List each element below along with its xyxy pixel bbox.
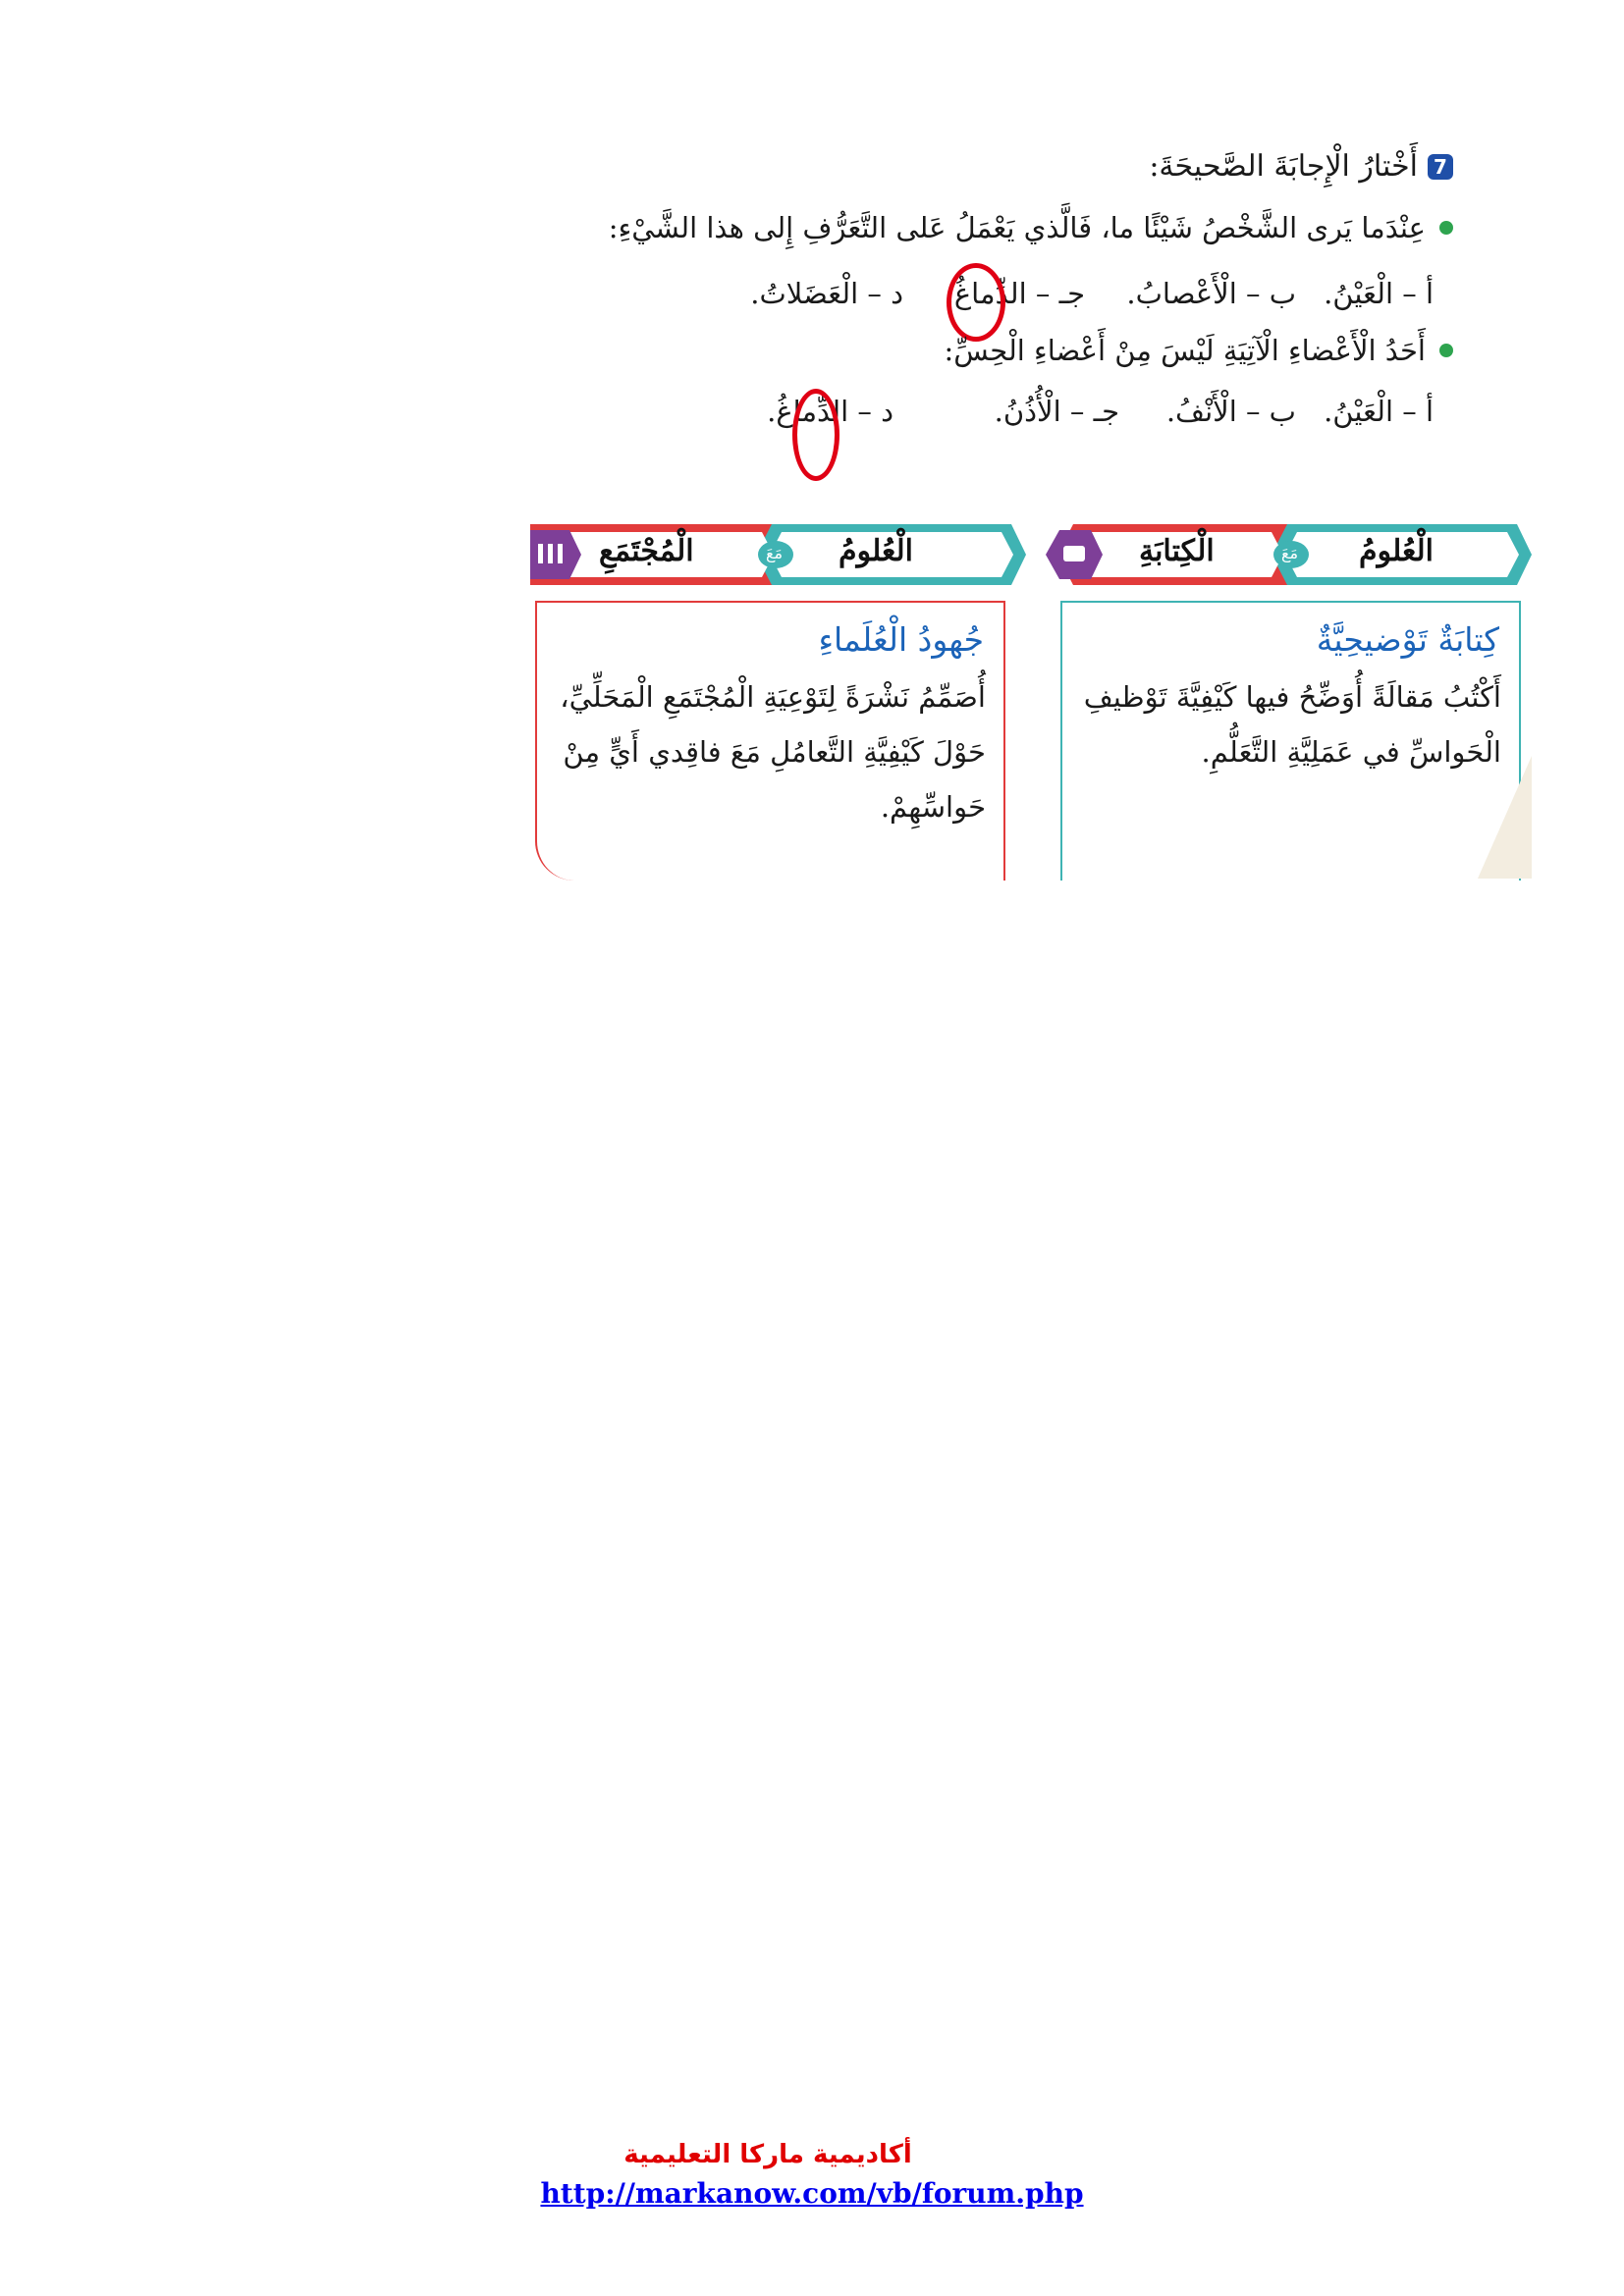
- footer-academy-name: أكاديمية ماركا التعليمية: [623, 2140, 912, 2169]
- banner-label-science: الْعُلومُ: [839, 534, 913, 568]
- question-title-text: أَخْتارُ الْإِجابَةَ الصَّحيحَةَ:: [1149, 149, 1418, 184]
- page-curl-decoration: [1478, 756, 1532, 879]
- answer-circle-mark: [792, 389, 839, 481]
- q2-option-d: د – الدِّماغُ.: [767, 395, 893, 428]
- card-science-society: [530, 510, 1016, 879]
- bullet-icon: [1439, 344, 1453, 357]
- q1-option-c: جـ – الدِّماغُ.: [945, 277, 1085, 310]
- card-body-writing: [1060, 601, 1521, 881]
- q1-option-d: د – الْعَضَلاتُ.: [750, 277, 903, 310]
- q2-option-a: أ – الْعَيْنُ.: [1324, 395, 1434, 428]
- card-line: حَوْلَ كَيْفِيَّةِ التَّعامُلِ مَعَ فاقِدي أَيٍّ مِنْ: [563, 735, 986, 769]
- card-title-society: جُهودُ الْعُلَماءِ: [818, 620, 984, 659]
- footer: [0, 2140, 1624, 2210]
- banner-label-science: الْعُلومُ: [1359, 534, 1434, 568]
- banner-label-with: مَعَ: [766, 544, 784, 562]
- answer-circle-mark: [947, 263, 1005, 342]
- q2-option-b: ب – الْأَنْفُ.: [1165, 395, 1296, 428]
- card-text-writing: [1084, 669, 1501, 779]
- card-line: أُصَمِّمُ نَشْرَةً لِتَوْعِيَةِ الْمُجْتَمَعِ الْمَحَلِّيِّ،: [560, 680, 986, 714]
- bullet-icon: [1439, 221, 1453, 235]
- banner-label-writing: الْكِتابَةِ: [1139, 534, 1215, 568]
- card-text-society: [560, 669, 986, 834]
- q2-option-c: جـ – الْأُذُنُ.: [994, 395, 1119, 428]
- cards-row: [530, 510, 1537, 879]
- card-title-writing: كِتابَةٌ تَوْضيحِيَّةٌ: [1316, 620, 1499, 659]
- q1-option-a: أ – الْعَيْنُ.: [1324, 277, 1434, 310]
- question-1-text: عِنْدَما يَرى الشَّخْصُ شَيْئًا ما، فَالَّذي يَعْمَلُ عَلى التَّعَرُّفِ إِلى هذا الشَّيْءِ:: [608, 211, 1426, 244]
- question-title: [1149, 149, 1453, 184]
- card-line: أَكْتُبُ مَقالَةً أُوَضِّحُ فيها كَيْفِيَّةَ تَوْظيفِ: [1083, 680, 1501, 714]
- banner-label-with: مَعَ: [1281, 544, 1299, 562]
- question-2-text: أَحَدُ الْأَعْضاءِ الْآتِيَةِ لَيْسَ مِنْ أَعْضاءِ الْحِسِّ:: [944, 334, 1426, 367]
- question-7: [589, 137, 1453, 491]
- question-1-stem: [609, 211, 1453, 244]
- footer-forum-link[interactable]: http://markanow.com/vb/forum.php: [540, 2177, 1084, 2210]
- banner-label-society: الْمُجْتَمَعِ: [599, 534, 694, 568]
- q1-option-b: ب – الْأَعْصابُ.: [1126, 277, 1296, 310]
- card-body-society: [535, 601, 1005, 881]
- question-number-badge: 7: [1428, 154, 1453, 180]
- question-2-stem: [944, 334, 1453, 367]
- card-science-writing: [1046, 510, 1532, 879]
- card-line: الْحَواسِّ في عَمَلِيَّةِ التَّعَلُّمِ.: [1201, 735, 1501, 769]
- card-line: حَواسِّهِمْ.: [880, 790, 986, 824]
